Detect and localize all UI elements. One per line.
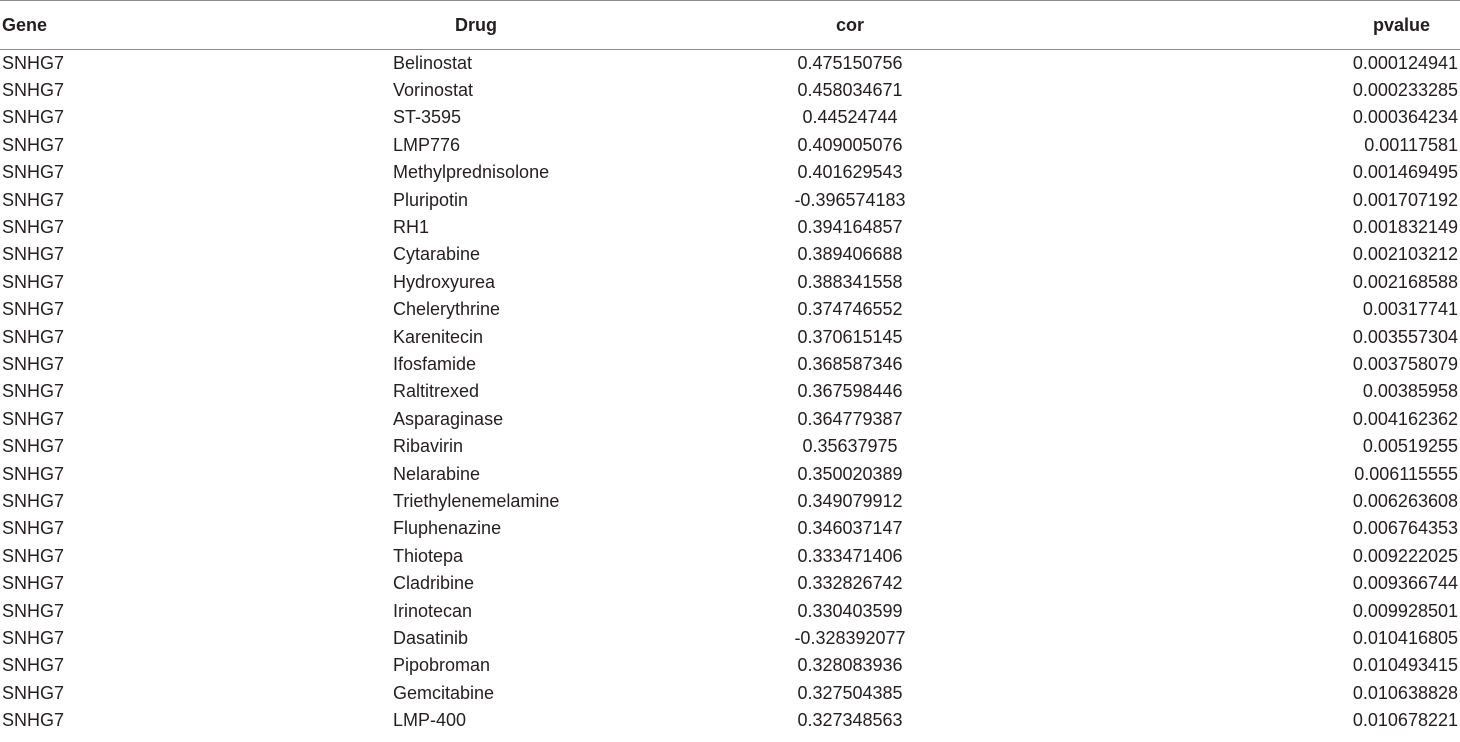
cell-pvalue: 0.009366744: [1352, 573, 1458, 594]
cell-cor: 0.327348563: [797, 710, 903, 731]
cell-drug: Methylprednisolone: [393, 162, 550, 183]
cell-drug: Hydroxyurea: [393, 271, 496, 292]
table-row: [0, 433, 1460, 460]
table-body: [0, 50, 1460, 735]
cell-cor: 0.458034671: [797, 80, 903, 101]
cell-gene: SNHG7: [2, 545, 65, 566]
cell-cor: 0.389406688: [797, 244, 903, 265]
cell-pvalue: 0.006115555: [1354, 463, 1458, 484]
table-row: [0, 241, 1460, 268]
table-row: [0, 488, 1460, 515]
cell-pvalue: 0.000124941: [1352, 52, 1458, 73]
table-row: [0, 679, 1460, 706]
cell-cor: 0.350020389: [797, 463, 903, 484]
cell-drug: Pluripotin: [393, 189, 469, 210]
cell-pvalue: 0.000233285: [1352, 80, 1458, 101]
cell-cor: 0.388341558: [797, 271, 903, 292]
cell-drug: Karenitecin: [393, 326, 484, 347]
table-row: [0, 406, 1460, 433]
cell-cor: 0.35637975: [802, 436, 898, 457]
cell-drug: Cladribine: [393, 573, 475, 594]
cell-gene: SNHG7: [2, 244, 65, 265]
cell-drug: RH1: [393, 217, 430, 238]
cell-cor: 0.401629543: [797, 162, 903, 183]
cell-gene: SNHG7: [2, 600, 65, 621]
cell-pvalue: 0.010416805: [1352, 627, 1458, 648]
table-row: [0, 50, 1460, 77]
cell-pvalue: 0.002168588: [1352, 271, 1458, 292]
cell-pvalue: 0.00117581: [1364, 134, 1458, 155]
cell-drug: LMP-400: [393, 710, 467, 731]
cell-cor: 0.332826742: [797, 573, 903, 594]
cell-gene: SNHG7: [2, 573, 65, 594]
cell-drug: Dasatinib: [393, 627, 469, 648]
cell-drug: Raltitrexed: [393, 381, 480, 402]
cell-drug: Triethylenemelamine: [393, 490, 560, 511]
table-row: [0, 323, 1460, 350]
cell-pvalue: 0.00317741: [1362, 299, 1458, 320]
cell-cor: 0.368587346: [797, 353, 903, 374]
cell-pvalue: 0.001469495: [1352, 162, 1458, 183]
cell-gene: SNHG7: [2, 436, 65, 457]
cell-cor: 0.333471406: [797, 545, 903, 566]
cell-pvalue: 0.006263608: [1352, 490, 1458, 511]
cell-gene: SNHG7: [2, 134, 65, 155]
cell-pvalue: 0.001832149: [1352, 217, 1458, 238]
cell-cor: 0.409005076: [797, 134, 903, 155]
header-gene: Gene: [2, 14, 48, 35]
table-row: [0, 597, 1460, 624]
cell-cor: 0.394164857: [797, 217, 903, 238]
cell-gene: SNHG7: [2, 326, 65, 347]
table-row: [0, 104, 1460, 131]
cell-drug: Pipobroman: [393, 655, 491, 676]
cell-pvalue: 0.001707192: [1352, 189, 1458, 210]
cell-gene: SNHG7: [2, 271, 65, 292]
cell-gene: SNHG7: [2, 217, 65, 238]
cell-pvalue: 0.006764353: [1352, 518, 1458, 539]
cell-drug: Ribavirin: [393, 436, 464, 457]
cell-gene: SNHG7: [2, 353, 65, 374]
header-row: [0, 1, 1460, 50]
table-row: [0, 132, 1460, 159]
cell-pvalue: 0.004162362: [1352, 408, 1458, 429]
cell-gene: SNHG7: [2, 162, 65, 183]
cell-pvalue: 0.002103212: [1352, 244, 1458, 265]
cell-cor: -0.396574183: [794, 189, 906, 210]
cell-gene: SNHG7: [2, 463, 65, 484]
cell-gene: SNHG7: [2, 682, 65, 703]
cell-cor: 0.349079912: [797, 490, 903, 511]
cell-gene: SNHG7: [2, 80, 65, 101]
table-row: [0, 515, 1460, 542]
cell-cor: 0.346037147: [797, 518, 903, 539]
cell-pvalue: 0.00385958: [1362, 381, 1458, 402]
cell-cor: 0.374746552: [797, 299, 903, 320]
cell-cor: 0.364779387: [797, 408, 903, 429]
cell-cor: -0.328392077: [794, 627, 906, 648]
cell-drug: ST-3595: [393, 107, 462, 128]
cell-pvalue: 0.000364234: [1352, 107, 1458, 128]
cell-gene: SNHG7: [2, 107, 65, 128]
cell-gene: SNHG7: [2, 518, 65, 539]
cell-drug: LMP776: [393, 134, 461, 155]
cell-cor: 0.330403599: [797, 600, 903, 621]
table-row: [0, 625, 1460, 652]
cell-pvalue: 0.009928501: [1352, 600, 1458, 621]
cell-pvalue: 0.010638828: [1352, 682, 1458, 703]
header-pvalue: pvalue: [1372, 14, 1430, 35]
cell-pvalue: 0.010493415: [1352, 655, 1458, 676]
table-row: [0, 186, 1460, 213]
cell-cor: 0.475150756: [797, 52, 903, 73]
table-row: [0, 269, 1460, 296]
cell-drug: Nelarabine: [393, 463, 481, 484]
cell-drug: Vorinostat: [393, 80, 474, 101]
cell-gene: SNHG7: [2, 189, 65, 210]
cell-drug: Cytarabine: [393, 244, 481, 265]
cell-drug: Asparaginase: [393, 408, 504, 429]
cell-gene: SNHG7: [2, 655, 65, 676]
cell-gene: SNHG7: [2, 52, 65, 73]
cell-drug: Chelerythrine: [393, 299, 501, 320]
cell-drug: Belinostat: [393, 52, 473, 73]
cell-drug: Ifosfamide: [393, 353, 477, 374]
header-cor: cor: [835, 14, 864, 35]
cell-pvalue: 0.00519255: [1362, 436, 1458, 457]
cell-drug: Thiotepa: [393, 545, 464, 566]
cell-cor: 0.44524744: [802, 107, 898, 128]
cell-cor: 0.328083936: [797, 655, 903, 676]
cell-gene: SNHG7: [2, 299, 65, 320]
table-row: [0, 159, 1460, 186]
cell-gene: SNHG7: [2, 381, 65, 402]
table-row: [0, 570, 1460, 597]
table-row: [0, 378, 1460, 405]
table-row: [0, 296, 1460, 323]
cell-pvalue: 0.003557304: [1352, 326, 1458, 347]
table-row: [0, 214, 1460, 241]
cell-cor: 0.370615145: [797, 326, 903, 347]
table-row: [0, 351, 1460, 378]
cell-gene: SNHG7: [2, 627, 65, 648]
table-row: [0, 652, 1460, 679]
cell-gene: SNHG7: [2, 710, 65, 731]
cell-drug: Irinotecan: [393, 600, 473, 621]
table-row: [0, 460, 1460, 487]
cell-drug: Gemcitabine: [393, 682, 495, 703]
table-row: [0, 707, 1460, 734]
cell-gene: SNHG7: [2, 490, 65, 511]
table-header: [0, 1, 1460, 50]
cell-drug: Fluphenazine: [393, 518, 502, 539]
cell-pvalue: 0.003758079: [1352, 353, 1458, 374]
cell-cor: 0.367598446: [797, 381, 903, 402]
cell-pvalue: 0.010678221: [1352, 710, 1458, 731]
cell-cor: 0.327504385: [797, 682, 903, 703]
table-row: [0, 77, 1460, 104]
table-row: [0, 543, 1460, 570]
header-drug: Drug: [455, 14, 497, 35]
cell-gene: SNHG7: [2, 408, 65, 429]
cell-pvalue: 0.009222025: [1352, 545, 1458, 566]
